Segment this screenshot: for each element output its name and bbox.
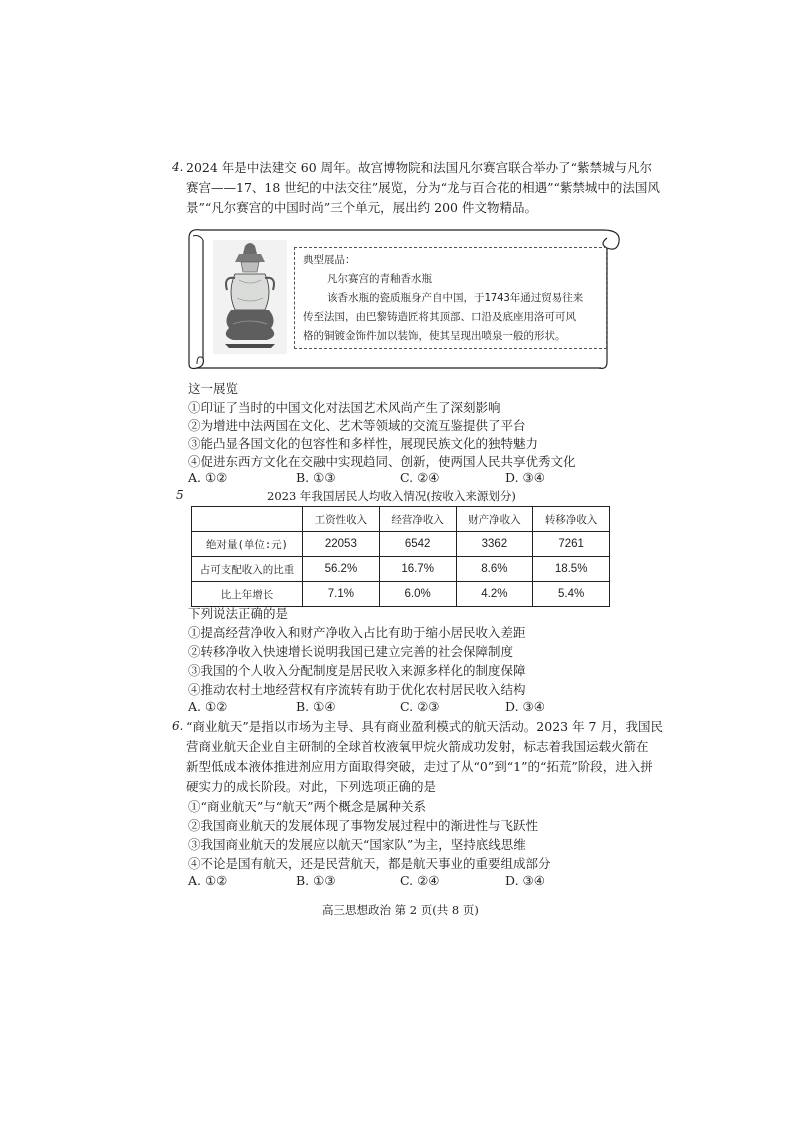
table-header-cell: 经营净收入 (379, 507, 456, 532)
question-6-number: 6. (172, 719, 184, 733)
table-row-label: 比上年增长 (192, 582, 303, 607)
table-cell: 22053 (303, 532, 380, 557)
q6-statement-3: ③我国商业航天的发展应以航天“国家队”为主，坚持底线思维 (188, 837, 526, 852)
q4-statement-1: ①印证了当时的中国文化对法国艺术风尚产生了深刻影响 (188, 400, 501, 415)
q4-option-b: B. ①③ (296, 470, 336, 485)
exhibit-text-3: 格的铜镀金饰件加以装饰，使其呈现出喷泉一般的形状。 (303, 330, 566, 342)
table-cell: 6542 (379, 532, 456, 557)
table-header-cell: 转移净收入 (533, 507, 610, 532)
table-header-row (192, 507, 610, 532)
table-cell: 18.5% (533, 557, 610, 582)
q6-option-a: A. ①② (188, 873, 228, 888)
q4-option-d: D. ③④ (505, 470, 545, 485)
vase-illustration (213, 240, 287, 354)
q4-option-c: C. ②④ (400, 470, 440, 485)
exhibit-heading: 典型展品： (303, 254, 356, 266)
q6-text-line-2: 营商业航天企业自主研制的全球首枚液氧甲烷火箭成功发射，标志着我国运载火箭在 (186, 739, 649, 754)
perfume-bottle-image (213, 240, 287, 354)
table-header-cell (192, 507, 303, 532)
table-cell: 56.2% (303, 557, 380, 582)
q4-stem: 这一展览 (188, 381, 239, 396)
exhibit-text-1: 该香水瓶的瓷质瓶身产自中国，于1743年通过贸易往来 (327, 292, 584, 304)
q6-statement-4: ④不论是国有航天，还是民营航天，都是航天事业的重要组成部分 (188, 856, 551, 871)
table-row (192, 582, 610, 607)
q4-text-line-2: 赛宫——17、18 世纪的中法交往”展览，分为“龙与百合花的相遇”“紫禁城中的法国风 (186, 180, 660, 195)
q4-statement-3: ③能凸显各国文化的包容性和多样性，展现民族文化的独特魅力 (188, 436, 539, 451)
q4-statement-2: ②为增进中法两国在文化、艺术等领域的交流互鉴提供了平台 (188, 418, 526, 433)
table-header-cell: 工资性收入 (303, 507, 380, 532)
table-cell: 5.4% (533, 582, 610, 607)
table-row-label: 绝对量(单位:元) (192, 532, 303, 557)
table-header-cell: 财产净收入 (456, 507, 533, 532)
q5-option-c: C. ②③ (400, 699, 440, 714)
table-cell: 8.6% (456, 557, 533, 582)
q4-text-line-1: 2024 年是中法建交 60 周年。故宫博物院和法国凡尔赛宫联合举办了“紫禁城与凡尔 (186, 160, 653, 175)
exhibit-text-2: 传至法国，由巴黎铸造匠将其顶部、口沿及底座用洛可可风 (303, 311, 576, 323)
q6-text-line-3: 新型低成本液体推进剂应用方面取得突破，走过了从“0”到“1”的“拓荒”阶段，进入拼 (186, 759, 653, 774)
table-cell: 6.0% (379, 582, 456, 607)
q5-option-a: A. ①② (188, 699, 228, 714)
q5-statement-2: ②转移净收入快速增长说明我国已建立完善的社会保障制度 (188, 644, 514, 659)
table-cell: 7261 (533, 532, 610, 557)
q5-table-title: 2023 年我国居民人均收入情况(按收入来源划分) (267, 489, 516, 503)
q4-text-line-3: 景”“凡尔赛宫的中国时尚”三个单元，展出约 200 件文物精品。 (186, 200, 537, 215)
question-5-number: 5 (176, 488, 184, 502)
q6-statement-2: ②我国商业航天的发展体现了事物发展过程中的渐进性与飞跃性 (188, 818, 539, 833)
table-cell: 16.7% (379, 557, 456, 582)
table-cell: 4.2% (456, 582, 533, 607)
q5-statement-1: ①提高经营净收入和财产净收入占比有助于缩小居民收入差距 (188, 625, 526, 640)
q6-text-line-4: 硬实力的成长阶段。对此，下列选项正确的是 (186, 779, 437, 794)
page-footer: 高三思想政治 第 2 页(共 8 页) (322, 903, 479, 917)
q6-option-d: D. ③④ (505, 873, 545, 888)
question-4-number: 4. (172, 160, 184, 174)
exhibit-name: 凡尔赛宫的青釉香水瓶 (327, 273, 432, 285)
q5-statement-3: ③我国的个人收入分配制度是居民收入来源多样化的制度保障 (188, 663, 526, 678)
q6-option-b: B. ①③ (296, 873, 336, 888)
q6-text-line-1: “商业航天”是指以市场为主导、具有商业盈利模式的航天活动。2023 年 7 月，我国民 (186, 719, 663, 734)
income-table (191, 506, 610, 607)
q4-option-a: A. ①② (188, 470, 228, 485)
q5-stem: 下列说法正确的是 (188, 606, 289, 621)
table-row (192, 532, 610, 557)
q5-option-d: D. ③④ (505, 699, 545, 714)
q6-option-c: C. ②④ (400, 873, 440, 888)
table-cell: 3362 (456, 532, 533, 557)
exhibit-description-box (294, 247, 607, 349)
q5-statement-4: ④推动农村土地经营权有序流转有助于优化农村居民收入结构 (188, 682, 526, 697)
q4-statement-4: ④促进东西方文化在交融中实现趋同、创新，使两国人民共享优秀文化 (188, 454, 576, 469)
q5-option-b: B. ①④ (296, 699, 336, 714)
table-cell: 7.1% (303, 582, 380, 607)
table-row-label: 占可支配收入的比重 (192, 557, 303, 582)
table-row (192, 557, 610, 582)
q6-statement-1: ①“商业航天”与“航天”两个概念是属种关系 (188, 799, 427, 814)
